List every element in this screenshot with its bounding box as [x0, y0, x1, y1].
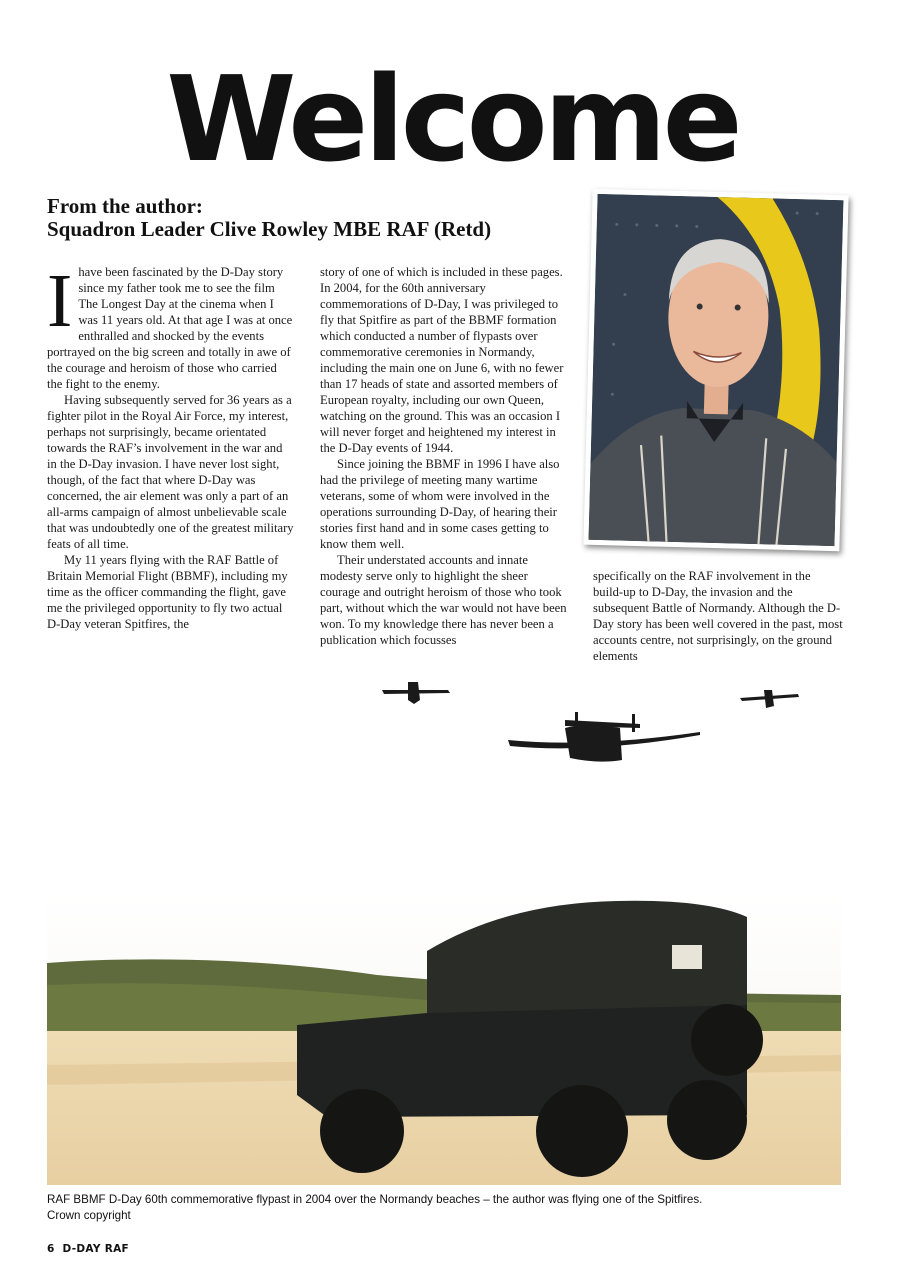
paragraph-5: Their understated accounts and innate modesty serve only to highlight the sheer courage and outright heroism of those who took part, without which the war would not have been won. To my knowledge there has never been a publication which focusses — [320, 553, 567, 647]
text-column-1 — [47, 259, 295, 632]
lancaster-silhouette — [508, 712, 700, 762]
spitfire-left-silhouette — [382, 682, 450, 704]
subheading-line-2: Squadron Leader Clive Rowley MBE RAF (Retd) — [47, 217, 492, 241]
page-title: Welcome — [166, 50, 739, 188]
normandy-beach-jeep-photo — [47, 895, 841, 1185]
photo-caption — [47, 1192, 847, 1224]
paragraph-3-continued: story of one of which is included in these pages. In 2004, for the 60th anniversary commemorations of D-Day, I was privileged to fly that Spitfire as part of the BBMF formation which conducted a number of flypasts over commemorative ceremonies in Normandy, including the main one on June 6, with no fewer than 17 heads of state and assorted members of European royalty, including our own Queen, watching on the ground. This was an occasion I will never forget and heightened my interest in the D-Day events of 1944. — [320, 265, 564, 455]
paragraph-5-continued: specifically on the RAF involvement in the build-up to D-Day, the invasion and the subsequent Battle of Normandy. Although the D-Day story has been well covered in the past, most accounts centre, not surprisingly, on the ground elements — [593, 569, 843, 663]
page-number: 6 — [47, 1243, 55, 1255]
flypast-aircraft — [370, 668, 820, 768]
drop-cap: I — [47, 259, 73, 343]
paragraph-2: Having subsequently served for 36 years as a fighter pilot in the Royal Air Force, my interest, perhaps not surprisingly, became orientated towards the RAF’s involvement in the war and in the D-Day invasion. I have never lost sight, though, of the fact that where D-Day was concerned, the air element was only a part of an all-arms campaign of almost unbelievable scale that was undoubtedly one of the greatest military feats of all time. — [47, 393, 294, 551]
author-subheading — [47, 195, 587, 241]
paragraph-4: Since joining the BBMF in 1996 I have also had the privilege of meeting many wartime veterans, some of whom were involved in the operations surrounding D-Day, of hearing their stories first hand and in some cases getting to know them well. — [320, 457, 560, 551]
paragraph-3: My 11 years flying with the RAF Battle of Britain Memorial Flight (BBMF), including my time as the officer commanding the flight, gave me the privileged opportunity to fly two actual D-Day veteran Spitfires, the — [47, 553, 288, 631]
spitfire-right-silhouette — [740, 690, 799, 708]
caption-line-1: RAF BBMF D-Day 60th commemorative flypast in 2004 over the Normandy beaches – the author was flying one of the Spitfires. — [47, 1193, 703, 1206]
author-photo — [583, 189, 848, 552]
page-footer — [47, 1243, 129, 1255]
caption-credit: Crown copyright — [47, 1209, 131, 1222]
publication-name: D-DAY RAF — [62, 1243, 129, 1255]
text-column-2 — [320, 264, 568, 648]
paragraph-1: have been fascinated by the D-Day story since my father took me to see the film The Longest Day at the cinema when I was 11 years old. At that age I was at once enthralled and shocked by the events portrayed on the big screen and totally in awe of the courage and heroism of those who carried the fight to the enemy. — [47, 265, 293, 391]
text-column-3 — [593, 568, 843, 664]
subheading-line-1: From the author: — [47, 194, 203, 218]
